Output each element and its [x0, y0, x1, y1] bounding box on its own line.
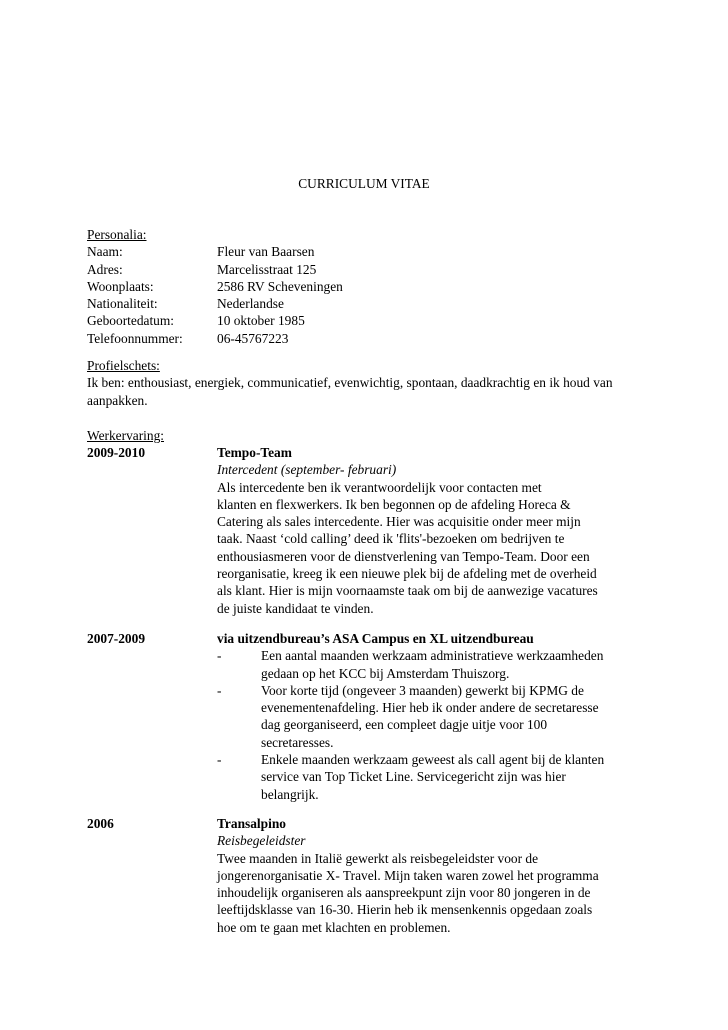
bullet-dash: - [217, 682, 222, 698]
werk-line: als klant. Hier is mijn voornaamste taak om bij de aanwezige vacatures [217, 583, 598, 599]
werk-line: klanten en flexwerkers. Ik ben begonnen op de afdeling Horeca & [217, 496, 571, 512]
werk-years: 2007-2009 [87, 631, 146, 646]
werk-line: leeftijdsklasse van 16-30. Hierin heb ik mensenkennis opgedaan zoals [217, 902, 593, 918]
document-title: CURRICULUM VITAE [298, 176, 430, 191]
personalia-label: Naam: [87, 244, 123, 260]
bullet-line: Een aantal maanden werkzaam administratieve werkzaamheden [261, 648, 604, 664]
werk-years: 2006 [87, 816, 114, 831]
werk-body [217, 630, 637, 803]
personalia-row [87, 278, 647, 295]
personalia-row [87, 330, 647, 347]
werk-body [217, 815, 637, 936]
personalia-value: 06-45767223 [217, 330, 289, 346]
personalia-section [87, 226, 647, 347]
personalia-row [87, 312, 647, 329]
werk-org: via uitzendbureau’s ASA Campus en XL uitzendbureau [217, 631, 534, 646]
profiel-text: Ik ben: enthousiast, energiek, communicatief, evenwichtig, spontaan, daadkrachtig en ik houd van aanpakken. [87, 375, 613, 408]
bullet-line: evenementenafdeling. Hier heb ik onder andere de secretaresse [261, 700, 599, 716]
werk-line: inhoudelijk organiseren als aanspreekpunt zijn voor 80 jongeren in de [217, 885, 591, 901]
werk-years: 2009-2010 [87, 445, 146, 460]
bullet-line: belangrijk. [261, 786, 319, 802]
werk-section [87, 427, 647, 444]
bullet-dash: - [217, 752, 222, 768]
werk-bullet [217, 751, 637, 803]
bullet-line: Enkele maanden werkzaam geweest als call agent bij de klanten [261, 752, 605, 768]
bullet-line: gedaan op het KCC bij Amsterdam Thuiszorg. [261, 665, 510, 681]
werk-org: Tempo-Team [217, 445, 292, 460]
werk-body [217, 444, 637, 617]
werk-role: Reisbegeleidster [217, 833, 306, 849]
personalia-value: 10 oktober 1985 [217, 313, 305, 329]
bullet-line: Voor korte tijd (ongeveer 3 maanden) gewerkt bij KPMG de [261, 682, 584, 698]
personalia-row [87, 261, 647, 278]
bullet-line: dag georganiseerd, een compleet dagje uitje voor 100 [261, 717, 548, 733]
werk-entry [87, 444, 647, 617]
personalia-row [87, 295, 647, 312]
werk-role: Intercedent (september- februari) [217, 462, 397, 478]
werk-bullet [217, 682, 637, 751]
werk-line: Twee maanden in Italië gewerkt als reisbegeleidster voor de [217, 850, 539, 866]
werk-heading: Werkervaring: [87, 428, 164, 443]
werk-line: de juiste kandidaat te vinden. [217, 600, 374, 616]
profiel-heading: Profielschets: [87, 358, 160, 373]
personalia-heading: Personalia: [87, 227, 147, 242]
personalia-label: Geboortedatum: [87, 313, 175, 329]
werk-line: taak. Naast ‘cold calling’ deed ik 'flits'-bezoeken om bedrijven te [217, 531, 565, 547]
personalia-value: Marcelisstraat 125 [217, 261, 317, 277]
werk-line: Als intercedente ben ik verantwoordelijk voor contacten met [217, 479, 542, 495]
personalia-label: Nationaliteit: [87, 296, 158, 312]
bullet-line: secretaresses. [261, 734, 334, 750]
personalia-value: 2586 RV Scheveningen [217, 278, 343, 294]
werk-line: reorganisatie, kreeg ik een nieuwe plek bij de afdeling met de overheid [217, 566, 597, 582]
bullet-line: service van Top Ticket Line. Servicegericht zijn was hier [261, 769, 566, 785]
werk-entry [87, 815, 647, 936]
personalia-label: Adres: [87, 261, 123, 277]
personalia-value: Fleur van Baarsen [217, 244, 315, 260]
werk-line: hoe om te gaan met klachten en problemen. [217, 919, 451, 935]
personalia-label: Woonplaats: [87, 278, 154, 294]
werk-line: Catering als sales intercedente. Hier was acquisitie onder meer mijn [217, 514, 581, 530]
werk-entry [87, 630, 647, 803]
personalia-label: Telefoonnummer: [87, 330, 183, 346]
personalia-row [87, 243, 647, 260]
werk-bullet [217, 647, 637, 682]
personalia-value: Nederlandse [217, 296, 284, 312]
profiel-section [87, 357, 647, 409]
werk-org: Transalpino [217, 816, 286, 831]
werk-line: jongerenorganisatie X- Travel. Mijn taken waren zowel het programma [217, 867, 599, 883]
bullet-dash: - [217, 648, 222, 664]
werk-line: enthousiasmeren voor de dienstverlening van Tempo-Team. Door een [217, 548, 590, 564]
